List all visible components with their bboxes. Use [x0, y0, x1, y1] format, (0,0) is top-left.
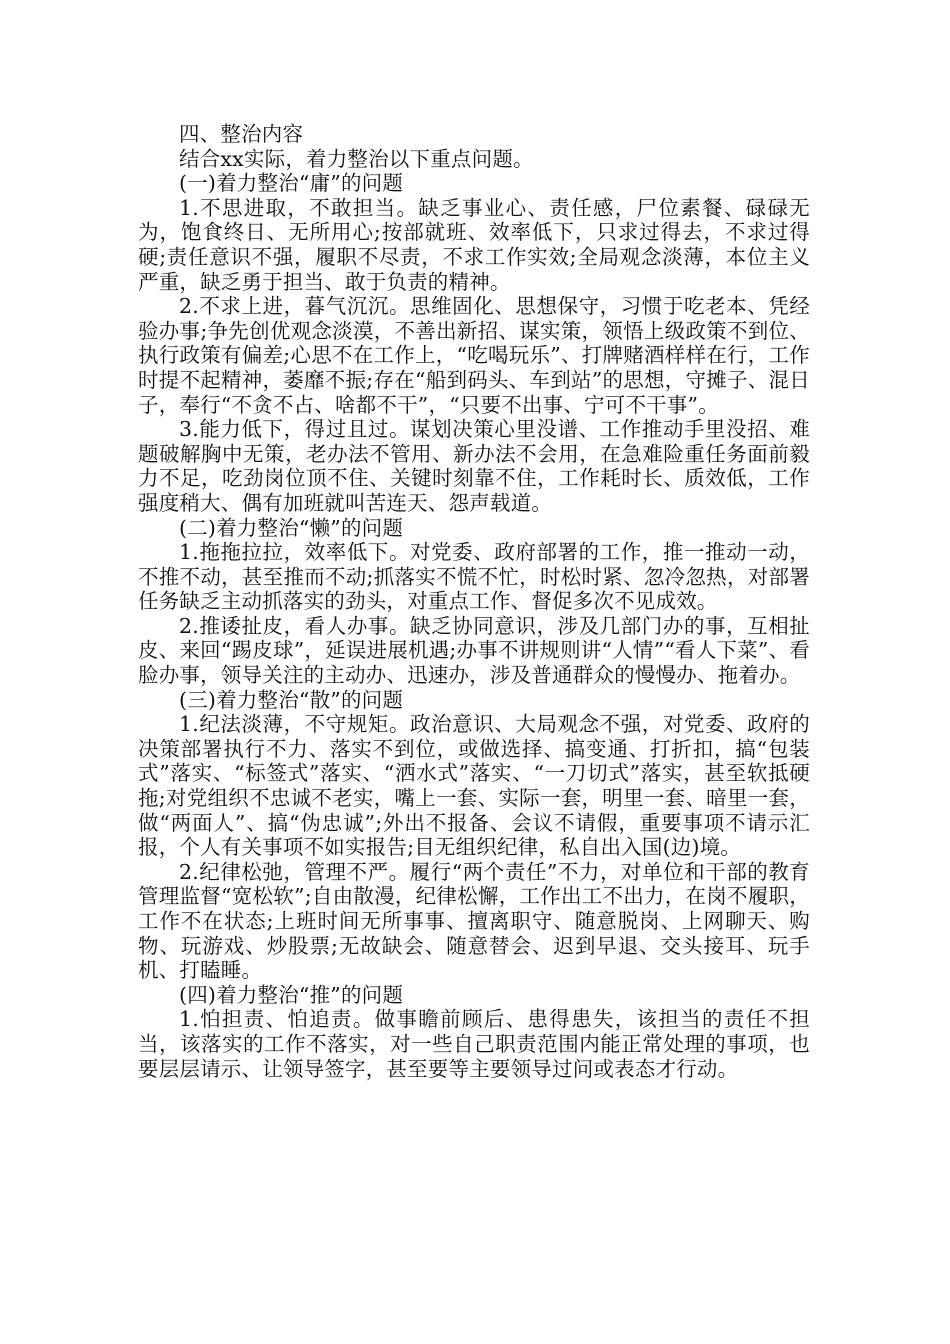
subsection-heading-3: (三)着力整治“散”的问题	[179, 687, 404, 712]
paragraph: 2.推诿扯皮，看人办事。缺乏协同意识，涉及几部门办的事，互相扯皮、来回“踢皮球”，延误进展机遇;办事不讲规则讲“人情”“看人下菜”、看脸办事，领导关注的主动办、迅速办，涉及普通群众的慢慢办、拖着办。	[138, 613, 810, 688]
section-heading: 四、整治内容	[179, 122, 304, 146]
document-body	[138, 122, 810, 1081]
subsection-heading-4: (四)着力整治“推”的问题	[179, 982, 404, 1007]
paragraph: 2.纪律松弛，管理不严。履行“两个责任”不力，对单位和干部的教育管理监督“宽松软”;自由散漫，纪律松懈，工作出工不出力，在岗不履职，工作不在状态;上班时间无所事事、擅离职守、随意脱岗、上网聊天、购物、玩游戏、炒股票;无故缺会、随意替会、迟到早退、交头接耳、玩手机、打瞌睡。	[138, 859, 810, 983]
paragraph: 3.能力低下，得过且过。谋划决策心里没谱、工作推动手里没招、难题破解胸中无策，老办法不管用、新办法不会用，在急难险重任务面前毅力不足，吃劲岗位顶不住、关键时刻靠不住，工作耗时长、质效低，工作强度稍大、偶有加班就叫苦连天、怨声载道。	[138, 417, 810, 515]
paragraph: 1.不思进取，不敢担当。缺乏事业心、责任感，尸位素餐、碌碌无为，饱食终日、无所用心;按部就班、效率低下，只求过得去，不求过得硬;责任意识不强，履职不尽责，不求工作实效;全局观念淡薄，本位主义严重，缺乏勇于担当、敢于负责的精神。	[138, 195, 810, 294]
intro-paragraph: 结合xx实际，着力整治以下重点问题。	[179, 146, 534, 171]
subsection-heading-1: (一)着力整治“庸”的问题	[179, 171, 404, 196]
subsection-heading-2: (二)着力整治“懒”的问题	[179, 515, 404, 540]
paragraph: 2.不求上进，暮气沉沉。思维固化、思想保守，习惯于吃老本、凭经验办事;争先创优观念淡漠，不善出新招、谋实策，领悟上级政策不到位、执行政策有偏差;心思不在工作上，“吃喝玩乐”、打牌赌酒样样在行，工作时提不起精神，萎靡不振;存在“船到码头、车到站”的思想，守摊子、混日子，奉行“不贪不占、啥都不干”，“只要不出事、宁可不干事”。	[138, 294, 810, 417]
paragraph: 1.怕担责、怕追责。做事瞻前顾后、患得患失，该担当的责任不担当，该落实的工作不落实，对一些自己职责范围内能正常处理的事项，也要层层请示、让领导签字，甚至要等主要领导过问或表态才行动。	[138, 1007, 810, 1081]
paragraph: 1.纪法淡薄，不守规矩。政治意识、大局观念不强，对党委、政府的决策部署执行不力、落实不到位，或做选择、搞变通、打折扣，搞“包装式”落实、“标签式”落实、“洒水式”落实、“一刀切式”落实，甚至软抵硬拖;对党组织不忠诚不老实，嘴上一套、实际一套，明里一套、暗里一套，做“两面人”、搞“伪忠诚”;外出不报备、会议不请假，重要事项不请示汇报，个人有关事项不如实报告;目无组织纪律，私自出入国(边)境。	[138, 712, 810, 860]
paragraph: 1.拖拖拉拉，效率低下。对党委、政府部署的工作，推一推动一动，不推不动，甚至推而不动;抓落实不慌不忙，时松时紧、忽冷忽热，对部署任务缺乏主动抓落实的劲头，对重点工作、督促多次不见成效。	[138, 540, 810, 614]
